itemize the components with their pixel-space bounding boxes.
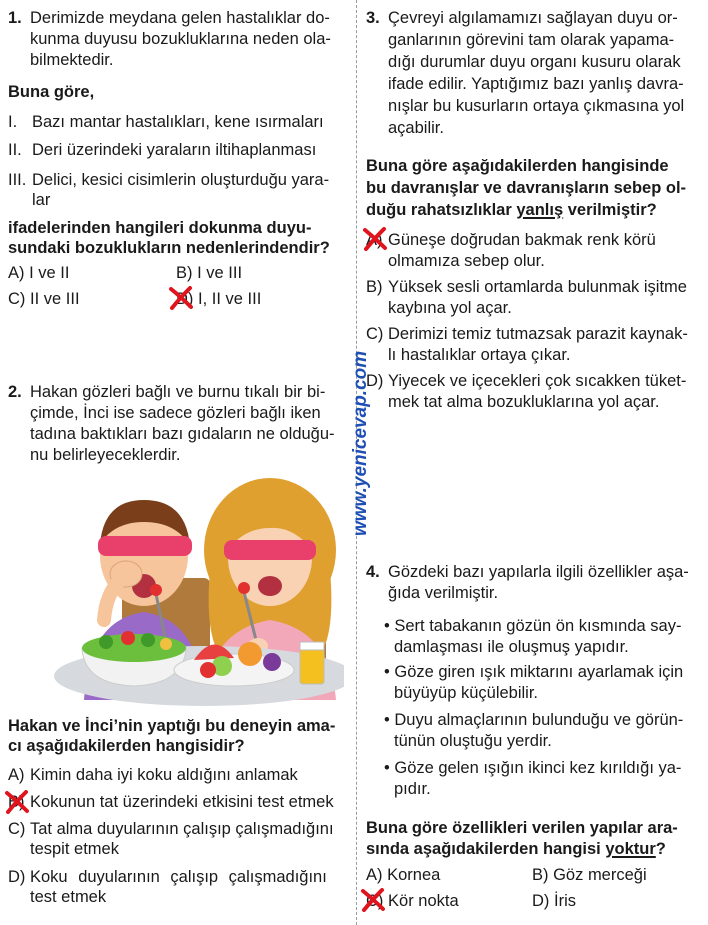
- q4-question-emphasis: yoktur: [605, 840, 656, 858]
- option-text: Göz merceği: [553, 866, 647, 884]
- q1-lead: Buna göre,: [8, 83, 95, 101]
- q1-item-text: Delici, kesici cisimlerin oluşturduğu yara-: [32, 171, 330, 189]
- q3-number: 3.: [366, 9, 380, 27]
- option-letter: A): [366, 866, 383, 884]
- q4-question-text: sında aşağıdakilerden hangisi: [366, 840, 606, 858]
- option-letter: C): [366, 892, 384, 910]
- q4-option-d[interactable]: [532, 891, 576, 911]
- q4-bullet-line: • Göze giren ışık miktarını ayarlamak için: [384, 663, 684, 681]
- option-letter: B): [532, 866, 549, 884]
- question-4: [358, 540, 708, 925]
- answer-cross-mark-icon: [362, 227, 388, 251]
- q1-item-text: Deri üzerindeki yaraların iltihaplanması: [32, 141, 317, 159]
- q4-question-line: [366, 839, 666, 859]
- q2-option-a-letter[interactable]: A): [8, 766, 25, 784]
- q2-number: 2.: [8, 383, 22, 401]
- option-letter: C): [8, 290, 26, 308]
- q4-bullet-line: büyüyüp küçülebilir.: [394, 684, 539, 702]
- girl-blindfold: [224, 540, 316, 560]
- q3-option-c-letter[interactable]: C): [366, 325, 384, 343]
- q4-bullet-line: • Sert tabakanın gözün ön kısmında say-: [384, 617, 682, 635]
- q2-option-b-letter[interactable]: B): [8, 793, 25, 811]
- q1-stem-line: kunma duyusu bozukluklarına neden ola-: [30, 30, 331, 48]
- q3-option-c-text[interactable]: Derimizi temiz tutmazsak parazit kaynak-: [388, 325, 688, 343]
- question-3: [358, 0, 708, 540]
- q3-question-emphasis: yanlış: [516, 201, 564, 219]
- q3-stem-line: ganlarının görevini tam olarak yapama-: [388, 31, 675, 49]
- q3-option-d-letter[interactable]: D): [366, 372, 384, 390]
- q1-stem-line: bilmektedir.: [30, 51, 114, 69]
- q4-question-line: Buna göre özellikleri verilen yapılar ara-: [366, 819, 678, 837]
- q2-question-line: cı aşağıdakilerden hangisidir?: [8, 737, 245, 755]
- question-2: [0, 370, 356, 925]
- q2-option-c-text[interactable]: Tat alma duyularının çalışıp çalışmadığını: [30, 820, 334, 838]
- q3-option-b-letter[interactable]: B): [366, 278, 383, 296]
- q2-stem-line: nu belirleyeceklerdir.: [30, 446, 181, 464]
- q2-question-line: Hakan ve İnci’nin yaptığı bu deneyin ama-: [8, 717, 336, 735]
- option-text: I, II ve III: [198, 290, 262, 308]
- answer-cross-mark-icon: [4, 790, 30, 814]
- q2-stem-line: tadına baktıkları bazı gıdaların ne olduğu-: [30, 425, 335, 443]
- q3-option-d-text[interactable]: Yiyecek ve içecekleri çok sıcakken tüket-: [388, 372, 687, 390]
- option-text: Kornea: [387, 866, 441, 884]
- q2-option-d-letter[interactable]: D): [8, 868, 26, 886]
- q2-option-d-text[interactable]: test etmek: [30, 888, 107, 906]
- q3-option-d-text[interactable]: mek tat alma bozukluklarına yol açar.: [388, 393, 660, 411]
- question-1: [0, 0, 356, 370]
- q2-option-b-text[interactable]: Kokunun tat üzerindeki etkisini test etmek: [30, 793, 334, 811]
- q3-question-line: [366, 200, 657, 220]
- boy-blindfold: [98, 536, 192, 556]
- q4-stem-line: Gözdeki bazı yapılarla ilgili özellikler aşa-: [388, 563, 689, 581]
- q3-question-text: duğu rahatsızlıklar: [366, 201, 517, 219]
- option-text: II ve III: [30, 290, 80, 308]
- option-text: Kör nokta: [388, 892, 459, 910]
- q3-question-text: verilmiştir?: [563, 201, 657, 219]
- q3-stem-line: açabilir.: [388, 119, 444, 137]
- q4-number: 4.: [366, 563, 380, 581]
- q2-stem-line: Hakan gözleri bağlı ve burnu tıkalı bir bi-: [30, 383, 326, 401]
- q2-option-c-text[interactable]: tespit etmek: [30, 840, 119, 858]
- q2-option-a-text[interactable]: Kimin daha iyi koku aldığını anlamak: [30, 766, 298, 784]
- q3-option-b-text[interactable]: kaybına yol açar.: [388, 299, 512, 317]
- q4-bullet-line: tünün oluştuğu yerdir.: [394, 732, 552, 750]
- q1-item-text: lar: [32, 191, 51, 209]
- q1-item-roman: II.: [8, 141, 22, 159]
- option-text: I ve III: [197, 264, 243, 282]
- q2-stem-line: çimde, İnci ise sadece gözleri bağlı iken: [30, 404, 321, 422]
- q1-item-roman: I.: [8, 113, 18, 131]
- option-letter: D): [532, 892, 550, 910]
- q2-option-d-text[interactable]: Koku duyularının çalışıp çalışmadığını: [30, 868, 327, 886]
- q3-option-a-text[interactable]: olmamıza sebep olur.: [388, 252, 545, 270]
- q3-option-a-letter[interactable]: A): [366, 231, 383, 249]
- q4-question-text: ?: [655, 840, 666, 858]
- q3-stem-line: ifade edilir. Yaptığımız bazı yanlış davra-: [388, 75, 684, 93]
- q4-option-b[interactable]: [532, 865, 647, 885]
- q1-question-line: sundaki bozuklukların nedenlerindendir?: [8, 239, 330, 257]
- answer-cross-mark-icon: [360, 888, 386, 912]
- q1-question-line: ifadelerinden hangileri dokunma duyu-: [8, 219, 312, 237]
- q1-option-a[interactable]: [8, 263, 69, 283]
- juice-glass: [300, 648, 324, 684]
- option-text: I ve II: [29, 264, 70, 282]
- q1-number: 1.: [8, 9, 22, 27]
- q3-option-a-text[interactable]: Güneşe doğrudan bakmak renk körü: [388, 231, 656, 249]
- q4-option-a[interactable]: [366, 865, 440, 885]
- q1-stem-line: Derimizde meydana gelen hastalıklar do-: [30, 9, 330, 27]
- option-letter: A): [8, 264, 25, 282]
- q4-bullet-line: • Göze gelen ışığın ikinci kez kırıldığı ya-: [384, 759, 682, 777]
- watermark-text: www.yenicevap.com: [350, 350, 371, 536]
- q1-option-c[interactable]: [8, 289, 80, 309]
- tasting-experiment-illustration: [44, 470, 344, 710]
- q3-option-c-text[interactable]: lı hastalıklar ortaya çıkar.: [388, 346, 571, 364]
- q1-option-b[interactable]: [176, 263, 242, 283]
- q1-item-text: Bazı mantar hastalıkları, kene ısırmaları: [32, 113, 324, 131]
- option-letter: B): [176, 264, 193, 282]
- q3-question-line: bu davranışlar ve davranışların sebep ol-: [366, 179, 687, 197]
- answer-cross-mark-icon: [168, 286, 194, 310]
- option-letter: D): [176, 290, 194, 308]
- q2-option-c-letter[interactable]: C): [8, 820, 26, 838]
- q4-stem-line: ğıda verilmiştir.: [388, 584, 499, 602]
- option-text: İris: [554, 892, 577, 910]
- q3-stem-line: Çevreyi algılamamızı sağlayan duyu or-: [388, 9, 678, 27]
- q3-question-line: Buna göre aşağıdakilerden hangisinde: [366, 157, 669, 175]
- q4-bullet-line: damlaşması ile oluşmuş yapıdır.: [394, 638, 629, 656]
- q4-bullet-line: pıdır.: [394, 780, 431, 798]
- q3-option-b-text[interactable]: Yüksek sesli ortamlarda bulunmak işitme: [388, 278, 687, 296]
- q1-item-roman: III.: [8, 171, 27, 189]
- q4-bullet-line: • Duyu almaçlarının bulunduğu ve görün-: [384, 711, 684, 729]
- q3-stem-line: nışlar bu kusurların ortaya çıkmasına yol: [388, 97, 685, 115]
- q3-stem-line: dığı durumlar duyu organı kusuru olarak: [388, 53, 681, 71]
